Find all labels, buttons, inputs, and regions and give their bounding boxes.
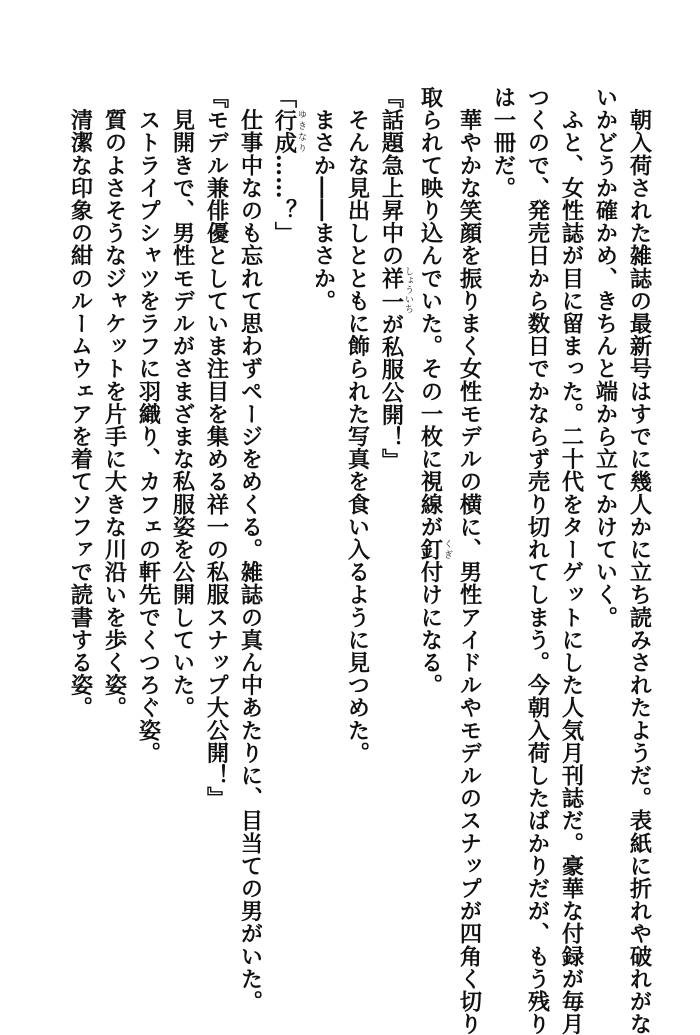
text-segment: が私服公開！』: [378, 312, 404, 472]
text-line: ストライプシャツをラフに羽織り、カフェの軒先でくつろぐ姿。: [135, 86, 161, 764]
vertical-text-block: [63, 86, 656, 1035]
text-line: [267, 86, 306, 976]
ruby-annotation: [271, 108, 306, 154]
text-line: 見開きで、男性モデルがさまざまな私服姿を公開していた。: [169, 86, 195, 719]
ruby-base: 行成: [271, 108, 297, 154]
text-line: ふと、女性誌が目に留まった。二十代をターゲットにした人気月刊誌だ。豪華な付録が毎月: [558, 86, 584, 1035]
text-segment: 付けになる。: [417, 560, 443, 697]
ruby-base: 釘: [417, 538, 443, 561]
text-line: 質のよさそうなジャケットを片手に大きな川沿いを歩く姿。: [101, 86, 127, 719]
ruby-reading: くぎ: [442, 538, 452, 561]
text-segment: 取られて映り込んでいた。その一枚に視線が: [417, 86, 443, 538]
ruby-base: 祥一: [378, 266, 404, 314]
text-line: いかどうか確かめ、きちんと端から立てかけていく。: [592, 86, 618, 629]
ruby-reading: ゆきなり: [296, 108, 306, 154]
ruby-reading: しょういち: [403, 266, 413, 314]
text-line: [413, 86, 452, 976]
text-line: は一冊だ。: [490, 86, 516, 199]
text-line: つくので、発売日から数日でかならず売り切れてしまう。今朝入荷したばかりだが、もう残り: [524, 86, 550, 1035]
text-line: [374, 86, 413, 976]
text-line: まさか――まさか。: [310, 86, 336, 312]
ruby-annotation: [378, 266, 413, 314]
text-segment: 「: [271, 86, 297, 109]
text-line: 清潔な印象の紺のルームウェアを着てソファで読書する姿。: [67, 86, 93, 719]
text-line: そんな見出しとともに飾られた写真を食い入るように見つめた。: [344, 86, 370, 764]
text-line: 華やかな笑顔を振りまく女性モデルの横に、男性アイドルやモデルのスナップが四角く切り: [456, 86, 482, 1035]
text-segment: 『話題急上昇中の: [378, 86, 404, 267]
ruby-annotation: [417, 538, 452, 561]
text-line: 仕事中なのも忘れて思わずページをめくる。雑誌の真ん中あたりに、目当ての男がいた。: [237, 86, 263, 1013]
text-line: 『モデル兼俳優としていま注目を集める祥一の私服スナップ大公開！』: [203, 86, 229, 810]
text-segment: ……？」: [271, 153, 297, 245]
text-line: 朝入荷された雑誌の最新号はすでに幾人かに立ち読みされたようだ。表紙に折れや破れがな: [626, 86, 652, 1035]
